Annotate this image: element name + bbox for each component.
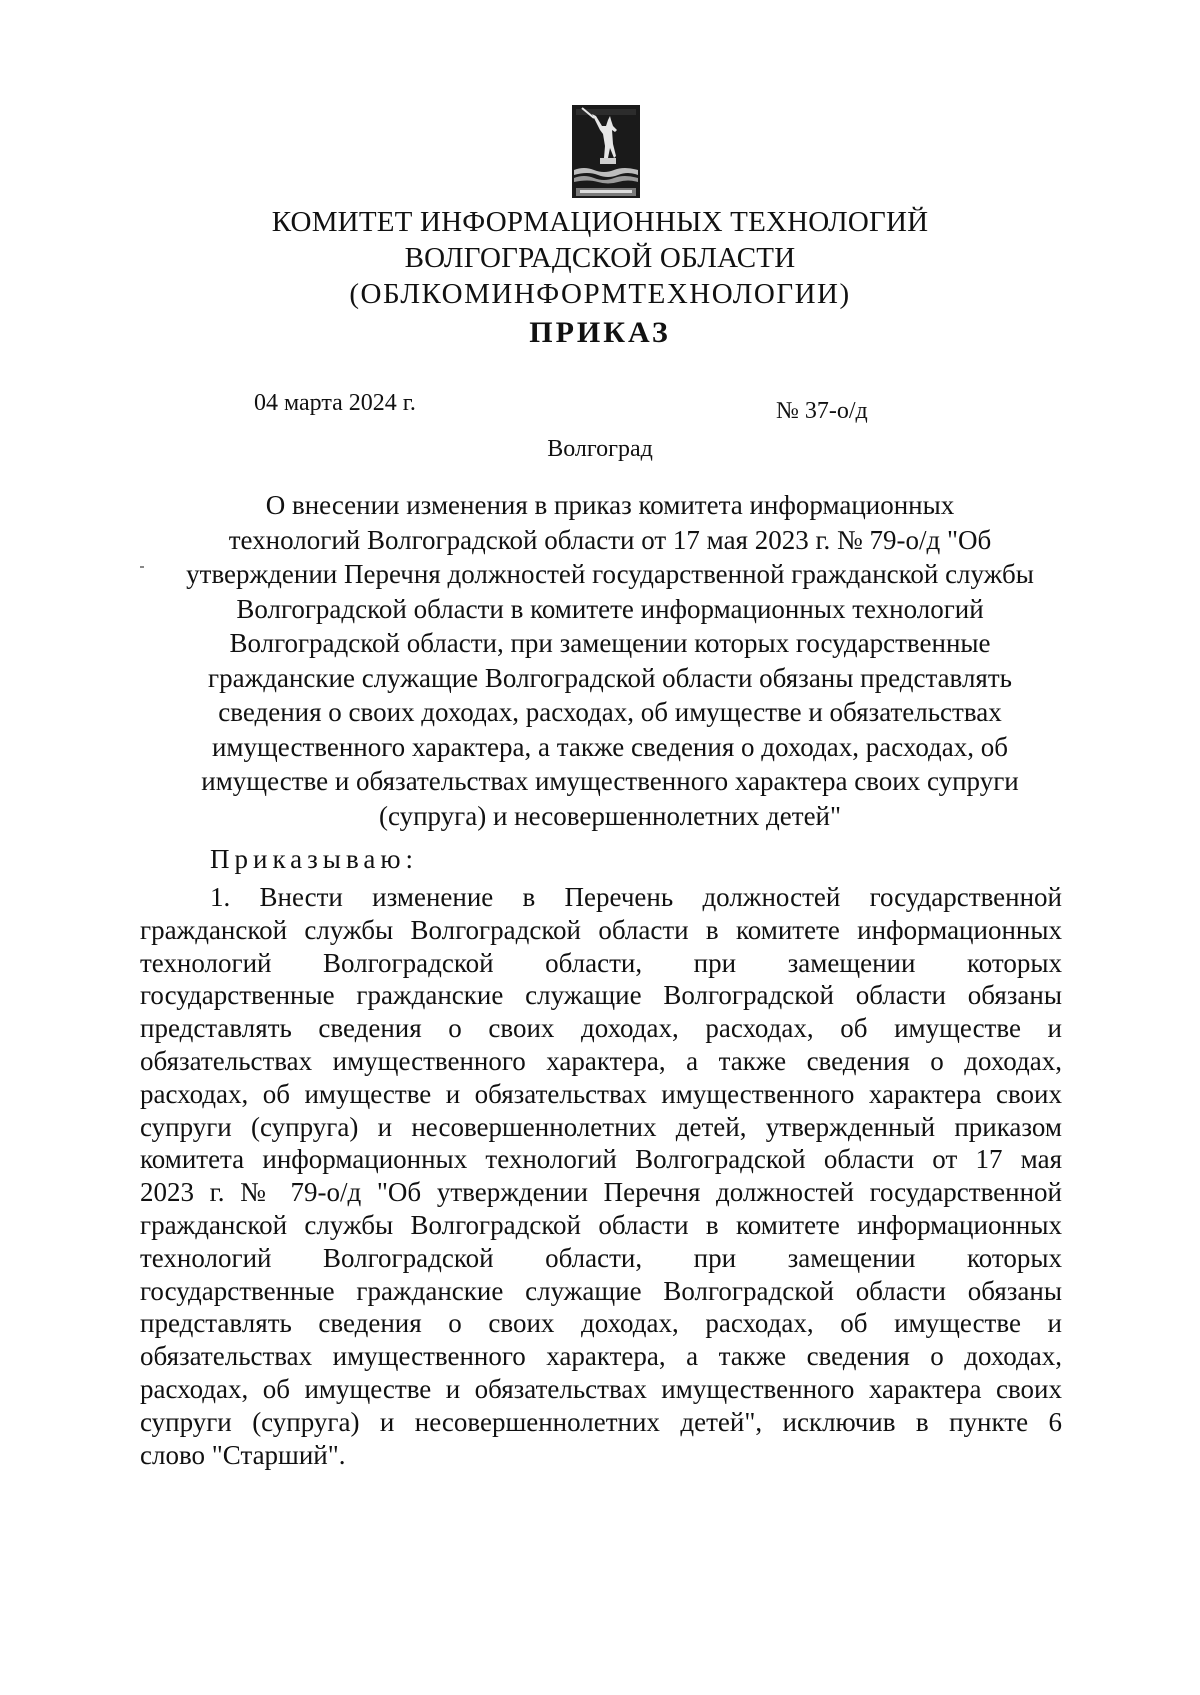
paragraph-line: обязательствах имущественного характера, а также сведения о доходах, xyxy=(140,1341,1062,1372)
header-line-2: ВОЛГОГРАДСКОЙ ОБЛАСТИ xyxy=(404,242,796,274)
subject-line: сведения о своих доходах, расходах, об имуществе и обязательствах xyxy=(218,697,1002,727)
order-paragraph xyxy=(140,881,1062,1471)
document-type-title: ПРИКАЗ xyxy=(529,316,671,349)
paragraph-line: супруги (супруга) и несовершеннолетних детей", исключив в пункте 6 xyxy=(140,1406,1062,1437)
subject-line: имущественного характера, а также сведения о доходах, расходах, об xyxy=(211,731,1008,762)
document-date: 04 марта 2024 г. xyxy=(254,390,416,416)
paragraph-line: государственные гражданские служащие Волгоградской области обязаны xyxy=(140,1275,1062,1306)
subject-line: Волгоградской области, при замещении которых государственные xyxy=(229,628,991,658)
header-line-1: КОМИТЕТ ИНФОРМАЦИОННЫХ ТЕХНОЛОГИЙ xyxy=(271,206,929,238)
paragraph-line: гражданской службы Волгоградской области в комитете информационных xyxy=(140,1209,1062,1240)
paragraph-line: слово "Старший". xyxy=(140,1439,346,1470)
organization-header xyxy=(200,204,1000,312)
paragraph-line: расходах, об имуществе и обязательствах имущественного характера своих xyxy=(140,1078,1062,1109)
header-line-3: (ОБЛКОМИНФОРМТЕХНОЛОГИИ) xyxy=(349,278,851,310)
subject-line: О внесении изменения в приказ комитета информационных xyxy=(265,490,955,520)
paragraph-line: государственные гражданские служащие Волгоградской области обязаны xyxy=(140,980,1062,1011)
paragraph-line: гражданской службы Волгоградской области в комитете информационных xyxy=(140,914,1062,945)
subject-line: утверждении Перечня должностей государственной гражданской службы xyxy=(186,559,1034,589)
subject-line: гражданские служащие Волгоградской области обязаны представлять xyxy=(208,662,1012,693)
paragraph-line: обязательствах имущественного характера, а также сведения о доходах, xyxy=(140,1045,1062,1076)
coat-of-arms-icon xyxy=(570,104,642,202)
paragraph-line: расходах, об имуществе и обязательствах имущественного характера своих xyxy=(140,1373,1062,1404)
paragraph-line: технологий Волгоградской области, при замещении которых xyxy=(140,947,1062,978)
paragraph-line: комитета информационных технологий Волгоградской области от 17 мая xyxy=(140,1144,1062,1175)
subject-line: (супруга) и несовершеннолетних детей" xyxy=(378,800,842,831)
paragraph-line: супруги (супруга) и несовершеннолетних детей, утвержденный приказом xyxy=(140,1111,1062,1142)
subject-line: технологий Волгоградской области от 17 мая 2023 г. № 79-о/д "Об xyxy=(228,524,992,555)
paragraph-line: технологий Волгоградской области, при замещении которых xyxy=(140,1242,1062,1273)
paragraph-line: 1. Внести изменение в Перечень должностей государственной xyxy=(210,882,1062,912)
paragraph-line: 2023 г. № 79-о/д "Об утверждении Перечня должностей государственной xyxy=(140,1177,1062,1208)
paragraph-line: представлять сведения о своих доходах, расходах, об имуществе и xyxy=(140,1013,1062,1044)
document-city: Волгоград xyxy=(547,436,653,462)
order-heading: Приказываю: xyxy=(210,844,418,874)
subject-line: Волгоградской области в комитете информационных технологий xyxy=(236,593,984,624)
subject-line: имуществе и обязательствах имущественного характера своих супруги xyxy=(201,766,1019,796)
paragraph-line: представлять сведения о своих доходах, расходах, об имуществе и xyxy=(140,1308,1062,1339)
document-subject xyxy=(140,488,1080,833)
document-number: № 37-о/д xyxy=(776,398,868,424)
